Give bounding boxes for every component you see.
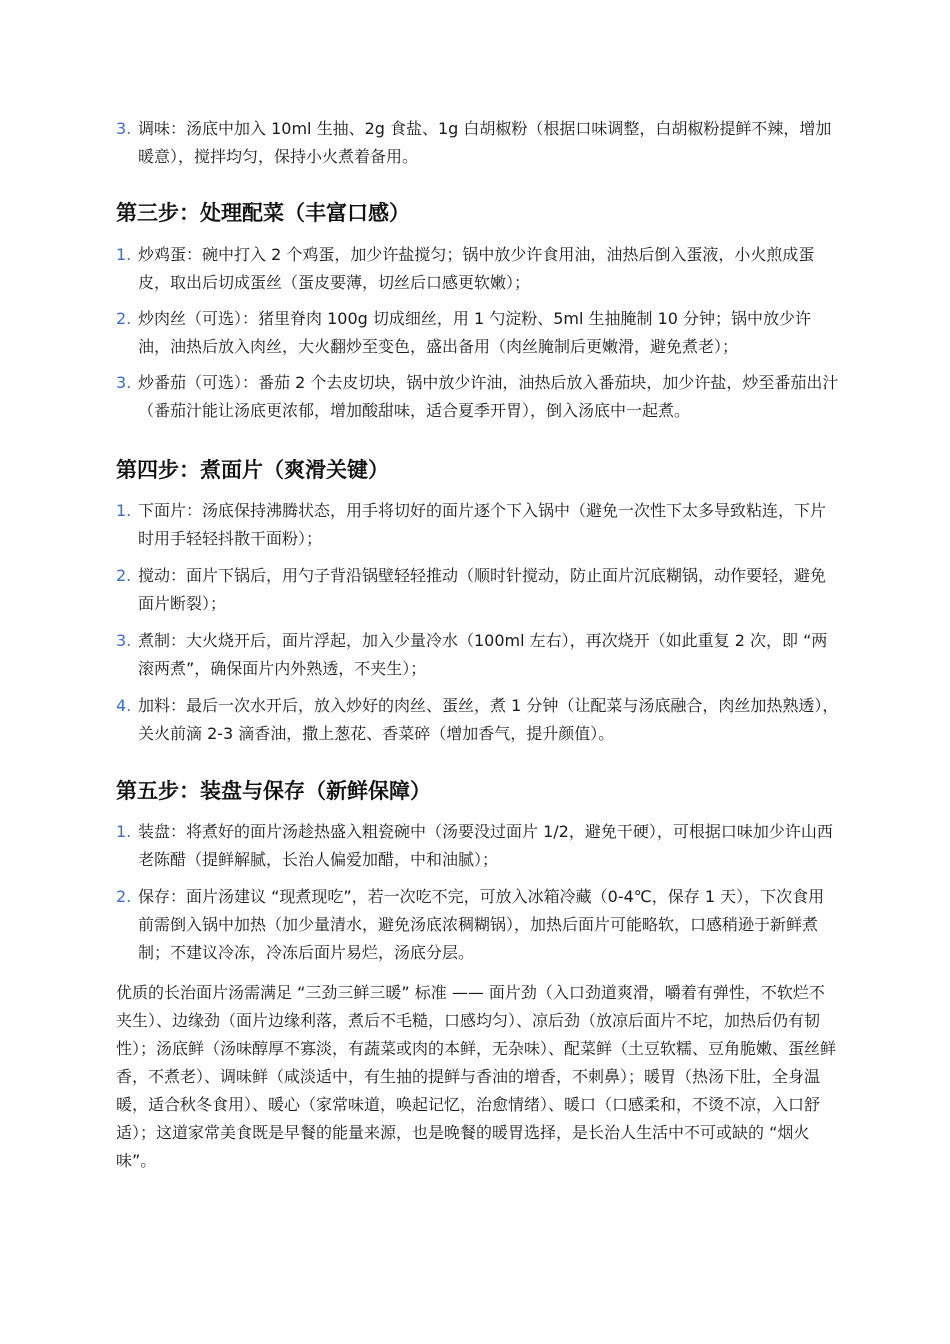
list-number: 1. xyxy=(116,245,132,264)
list-text: 加料：最后一次水开后，放入炒好的肉丝、蛋丝，煮 1 分钟（让配菜与汤底融合，肉丝加热熟透），关火前滴 2-3 滴香油，撒上葱花、香菜碎（增加香气，提升颜值）。 xyxy=(138,696,839,743)
step5-item-2 xyxy=(116,883,840,967)
step2-item-3 xyxy=(116,115,840,171)
step3-heading: 第三步：处理配菜（丰富口感） xyxy=(116,201,410,225)
list-number: 2. xyxy=(116,309,132,328)
step3-item-1 xyxy=(116,241,840,297)
list-text: 保存：面片汤建议 “现煮现吃”，若一次吃不完，可放入冰箱冷藏（0-4℃，保存 1 天），下次食用前需倒入锅中加热（加少量清水，避免汤底浓稠糊锅），加热后面片可能略软，口感稍逊于新鲜煮制；不建议冷冻，冷冻后面片易烂，汤底分层。 xyxy=(138,887,825,962)
step2-list xyxy=(116,115,840,179)
list-text: 装盘：将煮好的面片汤趁热盛入粗瓷碗中（汤要没过面片 1/2，避免干硬），可根据口味加少许山西老陈醋（提鲜解腻，长治人偏爱加醋，中和油腻）； xyxy=(138,822,833,869)
list-text: 搅动：面片下锅后，用勺子背沿锅壁轻轻推动（顺时针搅动，防止面片沉底糊锅，动作要轻，避免面片断裂）； xyxy=(138,566,827,613)
list-text: 炒鸡蛋：碗中打入 2 个鸡蛋，加少许盐搅匀；锅中放少许食用油，油热后倒入蛋液，小火煎成蛋皮，取出后切成蛋丝（蛋皮要薄，切丝后口感更软嫩）； xyxy=(138,245,815,292)
step4-item-4 xyxy=(116,692,840,748)
step3-item-3 xyxy=(116,369,840,425)
summary-paragraph: 优质的长治面片汤需满足 “三劲三鲜三暖” 标准 —— 面片劲（入口劲道爽滑，嚼着有弹性，不软烂不夹生）、边缘劲（面片边缘利落，煮后不毛糙，口感均匀）、凉后劲（放凉后面片不坨，加热后仍有韧性）；汤底鲜（汤味醇厚不寡淡，有蔬菜或肉的本鲜，无杂味）、配菜鲜（土豆软糯、豆角脆嫩、蛋丝鲜香，不煮老）、调味鲜（咸淡适中，有生抽的提鲜与香油的增香，不刺鼻）；暖胃（热汤下肚，全身温暖，适合秋冬食用）、暖心（家常味道，唤起记忆，治愈情绪）、暖口（口感柔和，不烫不凉，入口舒适）；这道家常美食既是早餐的能量来源，也是晚餐的暖胃选择，是长治人生活中不可或缺的 “烟火味”。 xyxy=(116,983,837,1170)
list-number: 2. xyxy=(116,566,132,585)
list-text: 炒肉丝（可选）：猪里脊肉 100g 切成细丝，用 1 勺淀粉、5ml 生抽腌制 10 分钟；锅中放少许油，油热后放入肉丝，大火翻炒至变色，盛出备用（肉丝腌制后更嫩滑，避免煮老）； xyxy=(138,309,812,356)
list-number: 3. xyxy=(116,373,132,392)
step3-list xyxy=(116,241,840,433)
list-number: 2. xyxy=(116,887,132,906)
list-number: 1. xyxy=(116,822,132,841)
list-text: 炒番茄（可选）：番茄 2 个去皮切块，锅中放少许油，油热后放入番茄块，加少许盐，炒至番茄出汁（番茄汁能让汤底更浓郁，增加酸甜味，适合夏季开胃），倒入汤底中一起煮。 xyxy=(138,373,839,420)
list-number: 3. xyxy=(116,119,132,138)
step5-item-1 xyxy=(116,818,840,874)
step5-list xyxy=(116,818,840,975)
step4-list xyxy=(116,497,840,756)
list-number: 1. xyxy=(116,501,132,520)
step5-heading: 第五步：装盘与保存（新鲜保障） xyxy=(116,779,431,803)
step4-item-1 xyxy=(116,497,840,553)
list-text: 调味：汤底中加入 10ml 生抽、2g 食盐、1g 白胡椒粉（根据口味调整，白胡椒粉提鲜不辣，增加暖意），搅拌均匀，保持小火煮着备用。 xyxy=(138,119,832,166)
step3-item-2 xyxy=(116,305,840,361)
list-number: 4. xyxy=(116,696,132,715)
step4-item-2 xyxy=(116,562,840,618)
list-number: 3. xyxy=(116,631,132,650)
list-text: 煮制：大火烧开后，面片浮起，加入少量冷水（100ml 左右），再次烧开（如此重复 2 次，即 “两滚两煮”，确保面片内外熟透，不夹生）； xyxy=(138,631,828,678)
step4-item-3 xyxy=(116,627,840,683)
step4-heading: 第四步：煮面片（爽滑关键） xyxy=(116,458,389,482)
list-text: 下面片：汤底保持沸腾状态，用手将切好的面片逐个下入锅中（避免一次性下太多导致粘连，下片时用手轻轻抖散干面粉）； xyxy=(138,501,827,548)
